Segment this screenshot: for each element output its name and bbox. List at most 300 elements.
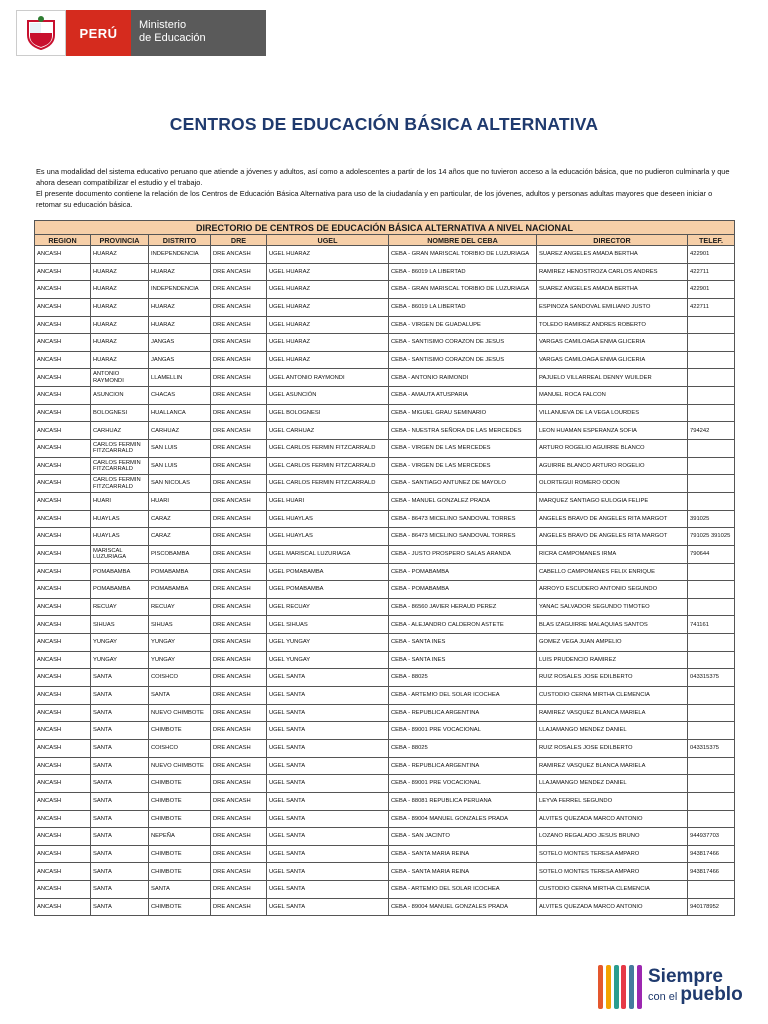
region-cell: ANCASH bbox=[35, 898, 91, 916]
ugel-cell: UGEL SANTA bbox=[267, 881, 389, 899]
peru-label: PERÚ bbox=[66, 10, 131, 56]
slogan-line-1: Siempre bbox=[648, 966, 723, 987]
director-cell: ESPINOZA SANDOVAL EMILIANO JUSTO bbox=[537, 298, 688, 316]
provincia-cell: HUARAZ bbox=[91, 281, 149, 299]
dre-cell: DRE ANCASH bbox=[211, 440, 267, 458]
ugel-cell: UGEL SANTA bbox=[267, 669, 389, 687]
column-header: DIRECTOR bbox=[537, 235, 688, 246]
director-cell: RAMIREZ VASQUEZ BLANCA MARIELA bbox=[537, 757, 688, 775]
table-header-row bbox=[35, 235, 735, 246]
ugel-cell: UGEL HUARAZ bbox=[267, 298, 389, 316]
phone-cell bbox=[688, 687, 735, 705]
region-cell: ANCASH bbox=[35, 492, 91, 510]
dre-cell: DRE ANCASH bbox=[211, 281, 267, 299]
director-cell: SOTELO MONTES TERESA AMPARO bbox=[537, 845, 688, 863]
provincia-cell: CARLOS FERMIN FITZCARRALD bbox=[91, 457, 149, 475]
distrito-cell: POMABAMBA bbox=[149, 581, 211, 599]
dre-cell: DRE ANCASH bbox=[211, 475, 267, 493]
page-title: CENTROS DE EDUCACIÓN BÁSICA ALTERNATIVA bbox=[169, 114, 599, 134]
region-cell: ANCASH bbox=[35, 669, 91, 687]
phone-cell: 422711 bbox=[688, 263, 735, 281]
ugel-cell: UGEL SANTA bbox=[267, 828, 389, 846]
ceba-name-cell: CEBA - GRAN MARISCAL TORIBIO DE LUZURIAGA bbox=[389, 246, 537, 264]
provincia-cell: SANTA bbox=[91, 739, 149, 757]
director-cell: RUIZ ROSALES JOSE EDILBERTO bbox=[537, 669, 688, 687]
national-seal-icon bbox=[16, 10, 66, 56]
director-cell: BLAS IZAGUIRRE MALAQUIAS SANTOS bbox=[537, 616, 688, 634]
ugel-cell: UGEL POMABAMBA bbox=[267, 581, 389, 599]
director-cell: RICRA CAMPOMANES IRMA bbox=[537, 545, 688, 563]
column-header: UGEL bbox=[267, 235, 389, 246]
region-cell: ANCASH bbox=[35, 387, 91, 405]
director-cell: MARQUEZ SANTIAGO EULOGIA FELIPE bbox=[537, 492, 688, 510]
table-row bbox=[35, 651, 735, 669]
dre-cell: DRE ANCASH bbox=[211, 828, 267, 846]
region-cell: ANCASH bbox=[35, 810, 91, 828]
distrito-cell: SAN LUIS bbox=[149, 440, 211, 458]
column-header: TELEF. bbox=[688, 235, 735, 246]
distrito-cell: INDEPENDENCIA bbox=[149, 281, 211, 299]
ugel-cell: UGEL HUARAZ bbox=[267, 281, 389, 299]
distrito-cell: CHIMBOTE bbox=[149, 775, 211, 793]
director-cell: ARROYO ESCUDERO ANTONIO SEGUNDO bbox=[537, 581, 688, 599]
region-cell: ANCASH bbox=[35, 510, 91, 528]
phone-cell bbox=[688, 316, 735, 334]
column-header: REGION bbox=[35, 235, 91, 246]
table-row bbox=[35, 475, 735, 493]
table-row bbox=[35, 881, 735, 899]
region-cell: ANCASH bbox=[35, 528, 91, 546]
region-cell: ANCASH bbox=[35, 281, 91, 299]
ceba-name-cell: CEBA - SANTA INES bbox=[389, 651, 537, 669]
ceba-name-cell: CEBA - JUSTO PROSPERO SALAS ARANDA bbox=[389, 545, 537, 563]
provincia-cell: SANTA bbox=[91, 898, 149, 916]
distrito-cell: CARHUAZ bbox=[149, 422, 211, 440]
provincia-cell: SANTA bbox=[91, 810, 149, 828]
distrito-cell: YUNGAY bbox=[149, 651, 211, 669]
ministry-line-1: Ministerio bbox=[139, 19, 187, 31]
ceba-name-cell: CEBA - POMABAMBA bbox=[389, 581, 537, 599]
table-row bbox=[35, 457, 735, 475]
director-cell: TOLEDO RAMIREZ ANDRES ROBERTO bbox=[537, 316, 688, 334]
region-cell: ANCASH bbox=[35, 440, 91, 458]
director-cell: RUIZ ROSALES JOSE EDILBERTO bbox=[537, 739, 688, 757]
slogan-line-2a: con el bbox=[648, 991, 678, 1003]
region-cell: ANCASH bbox=[35, 334, 91, 352]
region-cell: ANCASH bbox=[35, 881, 91, 899]
table-row bbox=[35, 528, 735, 546]
distrito-cell: NEPEÑA bbox=[149, 828, 211, 846]
table-row bbox=[35, 722, 735, 740]
region-cell: ANCASH bbox=[35, 581, 91, 599]
phone-cell bbox=[688, 475, 735, 493]
ceba-name-cell: CEBA - SANTA MARIA REINA bbox=[389, 845, 537, 863]
ugel-cell: UGEL SANTA bbox=[267, 898, 389, 916]
region-cell: ANCASH bbox=[35, 651, 91, 669]
provincia-cell: SANTA bbox=[91, 757, 149, 775]
director-cell: GOMEZ VEGA JUAN AMPELIO bbox=[537, 634, 688, 652]
ceba-name-cell: CEBA - MIGUEL GRAU SEMINARIO bbox=[389, 404, 537, 422]
ceba-name-cell: CEBA - SANTA INES bbox=[389, 634, 537, 652]
distrito-cell: INDEPENDENCIA bbox=[149, 246, 211, 264]
table-row bbox=[35, 739, 735, 757]
director-cell: PAJUELO VILLARREAL DENNY WUILDER bbox=[537, 369, 688, 387]
dre-cell: DRE ANCASH bbox=[211, 687, 267, 705]
dre-cell: DRE ANCASH bbox=[211, 792, 267, 810]
region-cell: ANCASH bbox=[35, 616, 91, 634]
dre-cell: DRE ANCASH bbox=[211, 651, 267, 669]
ceba-name-cell: CEBA - 89001 PRE VOCACIONAL bbox=[389, 722, 537, 740]
phone-cell: 943817466 bbox=[688, 845, 735, 863]
table-row bbox=[35, 387, 735, 405]
dre-cell: DRE ANCASH bbox=[211, 387, 267, 405]
intro-paragraph-1: Es una modalidad del sistema educativo peruano que atiende a jóvenes y adultos, así como a adolescentes a partir de los 14 años que no tuvieron acceso a la educación básica, que no pudieron culminarla y que ahora desean compatibilizar el estudio y el trabajo. bbox=[36, 167, 730, 187]
provincia-cell: SANTA bbox=[91, 845, 149, 863]
director-cell: LOZANO REGALADO JESUS BRUNO bbox=[537, 828, 688, 846]
region-cell: ANCASH bbox=[35, 845, 91, 863]
provincia-cell: SANTA bbox=[91, 775, 149, 793]
director-cell: MANUEL ROCA FALCON bbox=[537, 387, 688, 405]
region-cell: ANCASH bbox=[35, 246, 91, 264]
region-cell: ANCASH bbox=[35, 634, 91, 652]
distrito-cell: NUEVO CHIMBOTE bbox=[149, 704, 211, 722]
ceba-name-cell: CEBA - GRAN MARISCAL TORIBIO DE LUZURIAGA bbox=[389, 281, 537, 299]
director-cell: YANAC SALVADOR SEGUNDO TIMOTEO bbox=[537, 598, 688, 616]
dre-cell: DRE ANCASH bbox=[211, 669, 267, 687]
dre-cell: DRE ANCASH bbox=[211, 722, 267, 740]
ministry-line-2: de Educación bbox=[139, 32, 206, 44]
provincia-cell: BOLOGNESI bbox=[91, 404, 149, 422]
region-cell: ANCASH bbox=[35, 757, 91, 775]
table-row bbox=[35, 316, 735, 334]
table-row bbox=[35, 810, 735, 828]
distrito-cell: CHIMBOTE bbox=[149, 792, 211, 810]
ugel-cell: UGEL HUARAZ bbox=[267, 246, 389, 264]
distrito-cell: YUNGAY bbox=[149, 634, 211, 652]
table-row bbox=[35, 440, 735, 458]
region-cell: ANCASH bbox=[35, 316, 91, 334]
region-cell: ANCASH bbox=[35, 545, 91, 563]
table-row bbox=[35, 281, 735, 299]
directory-table bbox=[34, 220, 735, 916]
ugel-cell: UGEL SANTA bbox=[267, 845, 389, 863]
phone-cell bbox=[688, 457, 735, 475]
dre-cell: DRE ANCASH bbox=[211, 422, 267, 440]
phone-cell: 790644 bbox=[688, 545, 735, 563]
ceba-name-cell: CEBA - 86019 LA LIBERTAD bbox=[389, 298, 537, 316]
region-cell: ANCASH bbox=[35, 792, 91, 810]
dre-cell: DRE ANCASH bbox=[211, 739, 267, 757]
phone-cell: 943817466 bbox=[688, 863, 735, 881]
ceba-name-cell: CEBA - MANUEL GONZALEZ PRADA bbox=[389, 492, 537, 510]
table-row bbox=[35, 704, 735, 722]
phone-cell bbox=[688, 792, 735, 810]
provincia-cell: YUNGAY bbox=[91, 634, 149, 652]
dre-cell: DRE ANCASH bbox=[211, 581, 267, 599]
ceba-name-cell: CEBA - 86473 MICELINO SANDOVAL TORRES bbox=[389, 510, 537, 528]
ugel-cell: UGEL SANTA bbox=[267, 863, 389, 881]
table-row bbox=[35, 598, 735, 616]
ugel-cell: UGEL SANTA bbox=[267, 757, 389, 775]
dre-cell: DRE ANCASH bbox=[211, 404, 267, 422]
table-body bbox=[35, 246, 735, 916]
provincia-cell: SANTA bbox=[91, 687, 149, 705]
dre-cell: DRE ANCASH bbox=[211, 598, 267, 616]
provincia-cell: HUARAZ bbox=[91, 246, 149, 264]
dre-cell: DRE ANCASH bbox=[211, 810, 267, 828]
table-row bbox=[35, 263, 735, 281]
dre-cell: DRE ANCASH bbox=[211, 775, 267, 793]
ugel-cell: UGEL SANTA bbox=[267, 687, 389, 705]
phone-cell bbox=[688, 722, 735, 740]
phone-cell bbox=[688, 404, 735, 422]
table-row bbox=[35, 757, 735, 775]
distrito-cell: CHIMBOTE bbox=[149, 863, 211, 881]
phone-cell: 391025 bbox=[688, 510, 735, 528]
provincia-cell: HUAYLAS bbox=[91, 528, 149, 546]
table-row bbox=[35, 863, 735, 881]
phone-cell bbox=[688, 440, 735, 458]
ceba-name-cell: CEBA - 86019 LA LIBERTAD bbox=[389, 263, 537, 281]
provincia-cell: ANTONIO RAYMONDI bbox=[91, 369, 149, 387]
distrito-cell: POMABAMBA bbox=[149, 563, 211, 581]
director-cell: LUIS PRUDENCIO RAMIREZ bbox=[537, 651, 688, 669]
dre-cell: DRE ANCASH bbox=[211, 316, 267, 334]
phone-cell: 422901 bbox=[688, 246, 735, 264]
phone-cell: 940178952 bbox=[688, 898, 735, 916]
ugel-cell: UGEL YUNGAY bbox=[267, 651, 389, 669]
phone-cell bbox=[688, 369, 735, 387]
dre-cell: DRE ANCASH bbox=[211, 863, 267, 881]
phone-cell bbox=[688, 704, 735, 722]
distrito-cell: SANTA bbox=[149, 687, 211, 705]
provincia-cell: HUARAZ bbox=[91, 316, 149, 334]
provincia-cell: POMABAMBA bbox=[91, 563, 149, 581]
ceba-name-cell: CEBA - NUESTRA SEÑORA DE LAS MERCEDES bbox=[389, 422, 537, 440]
distrito-cell: RECUAY bbox=[149, 598, 211, 616]
region-cell: ANCASH bbox=[35, 722, 91, 740]
provincia-cell: MARISCAL LUZURIAGA bbox=[91, 545, 149, 563]
distrito-cell: SAN LUIS bbox=[149, 457, 211, 475]
ugel-cell: UGEL RECUAY bbox=[267, 598, 389, 616]
dre-cell: DRE ANCASH bbox=[211, 298, 267, 316]
ugel-cell: UGEL YUNGAY bbox=[267, 634, 389, 652]
ceba-name-cell: CEBA - 86560 JAVIER HERAUD PEREZ bbox=[389, 598, 537, 616]
ceba-name-cell: CEBA - 89004 MANUEL GONZALES PRADA bbox=[389, 810, 537, 828]
region-cell: ANCASH bbox=[35, 739, 91, 757]
ugel-cell: UGEL MARISCAL LUZURIAGA bbox=[267, 545, 389, 563]
distrito-cell: CHACAS bbox=[149, 387, 211, 405]
table-row bbox=[35, 422, 735, 440]
director-cell: LLAJAMANGO MENDEZ DANIEL bbox=[537, 775, 688, 793]
dre-cell: DRE ANCASH bbox=[211, 457, 267, 475]
stripes-icon bbox=[598, 965, 642, 1009]
ceba-name-cell: CEBA - 88025 bbox=[389, 739, 537, 757]
ceba-name-cell: CEBA - SANTISIMO CORAZON DE JESUS bbox=[389, 334, 537, 352]
provincia-cell: HUARAZ bbox=[91, 298, 149, 316]
table-row bbox=[35, 669, 735, 687]
distrito-cell: HUARI bbox=[149, 492, 211, 510]
distrito-cell: CHIMBOTE bbox=[149, 810, 211, 828]
provincia-cell: CARLOS FERMIN FITZCARRALD bbox=[91, 440, 149, 458]
ugel-cell: UGEL POMABAMBA bbox=[267, 563, 389, 581]
ugel-cell: UGEL HUARAZ bbox=[267, 334, 389, 352]
region-cell: ANCASH bbox=[35, 457, 91, 475]
ugel-cell: UGEL CARHUAZ bbox=[267, 422, 389, 440]
provincia-cell: HUARAZ bbox=[91, 351, 149, 369]
dre-cell: DRE ANCASH bbox=[211, 881, 267, 899]
dre-cell: DRE ANCASH bbox=[211, 545, 267, 563]
phone-cell: 043315375 bbox=[688, 669, 735, 687]
phone-cell bbox=[688, 351, 735, 369]
director-cell: VILLANUEVA DE LA VEGA LOURDES bbox=[537, 404, 688, 422]
ugel-cell: UGEL HUAYLAS bbox=[267, 510, 389, 528]
director-cell: LEYVA FERREL SEGUNDO bbox=[537, 792, 688, 810]
column-header: DISTRITO bbox=[149, 235, 211, 246]
ugel-cell: UGEL SANTA bbox=[267, 775, 389, 793]
region-cell: ANCASH bbox=[35, 351, 91, 369]
ceba-name-cell: CEBA - 88081 REPUBLICA PERUANA bbox=[389, 792, 537, 810]
director-cell: LLAJAMANGO MENDEZ DANIEL bbox=[537, 722, 688, 740]
ceba-name-cell: CEBA - ALEJANDRO CALDERON ASTETE bbox=[389, 616, 537, 634]
table-row bbox=[35, 845, 735, 863]
column-header: NOMBRE DEL CEBA bbox=[389, 235, 537, 246]
distrito-cell: SAN NICOLAS bbox=[149, 475, 211, 493]
provincia-cell: HUARAZ bbox=[91, 334, 149, 352]
distrito-cell: PISCOBAMBA bbox=[149, 545, 211, 563]
director-cell: SUAREZ ANGELES AMADA BERTHA bbox=[537, 281, 688, 299]
dre-cell: DRE ANCASH bbox=[211, 334, 267, 352]
distrito-cell: HUARAZ bbox=[149, 316, 211, 334]
ugel-cell: UGEL CARLOS FERMIN FITZCARRALD bbox=[267, 457, 389, 475]
phone-cell: 741161 bbox=[688, 616, 735, 634]
intro-text bbox=[36, 166, 736, 210]
director-cell: RAMIREZ HENOSTROZA CARLOS ANDRES bbox=[537, 263, 688, 281]
ugel-cell: UGEL SANTA bbox=[267, 704, 389, 722]
region-cell: ANCASH bbox=[35, 404, 91, 422]
phone-cell bbox=[688, 757, 735, 775]
provincia-cell: SANTA bbox=[91, 704, 149, 722]
director-cell: ALVITES QUEZADA MARCO ANTONIO bbox=[537, 898, 688, 916]
director-cell: ANGELES BRAVO DE ANGELES RITA MARGOT bbox=[537, 528, 688, 546]
phone-cell bbox=[688, 651, 735, 669]
region-cell: ANCASH bbox=[35, 298, 91, 316]
phone-cell bbox=[688, 492, 735, 510]
dre-cell: DRE ANCASH bbox=[211, 510, 267, 528]
provincia-cell: CARHUAZ bbox=[91, 422, 149, 440]
table-row bbox=[35, 492, 735, 510]
phone-cell: 944937703 bbox=[688, 828, 735, 846]
ceba-name-cell: CEBA - VIRGEN DE LAS MERCEDES bbox=[389, 440, 537, 458]
dre-cell: DRE ANCASH bbox=[211, 369, 267, 387]
region-cell: ANCASH bbox=[35, 828, 91, 846]
ceba-name-cell: CEBA - SANTIAGO ANTUNEZ DE MAYOLO bbox=[389, 475, 537, 493]
distrito-cell: HUALLANCA bbox=[149, 404, 211, 422]
ugel-cell: UGEL HUARI bbox=[267, 492, 389, 510]
provincia-cell: HUARAZ bbox=[91, 263, 149, 281]
phone-cell bbox=[688, 563, 735, 581]
ugel-cell: UGEL HUARAZ bbox=[267, 263, 389, 281]
director-cell: LEON HUAMAN ESPERANZA SOFIA bbox=[537, 422, 688, 440]
director-cell: SUAREZ ANGELES AMADA BERTHA bbox=[537, 246, 688, 264]
ministry-logo bbox=[16, 10, 266, 56]
ceba-name-cell: CEBA - SANTA MARIA REINA bbox=[389, 863, 537, 881]
dre-cell: DRE ANCASH bbox=[211, 351, 267, 369]
table-row bbox=[35, 334, 735, 352]
ugel-cell: UGEL HUAYLAS bbox=[267, 528, 389, 546]
dre-cell: DRE ANCASH bbox=[211, 492, 267, 510]
ceba-name-cell: CEBA - 89004 MANUEL GONZALES PRADA bbox=[389, 898, 537, 916]
provincia-cell: ASUNCION bbox=[91, 387, 149, 405]
phone-cell: 791025 391025 bbox=[688, 528, 735, 546]
ceba-name-cell: CEBA - AMAUTA ATUSPARIA bbox=[389, 387, 537, 405]
phone-cell: 043315375 bbox=[688, 739, 735, 757]
phone-cell bbox=[688, 810, 735, 828]
director-cell: CUSTODIO CERNA MIRTHA CLEMENCIA bbox=[537, 881, 688, 899]
phone-cell bbox=[688, 387, 735, 405]
table-caption: DIRECTORIO DE CENTROS DE EDUCACIÓN BÁSICA ALTERNATIVA A NIVEL NACIONAL bbox=[35, 221, 735, 235]
phone-cell bbox=[688, 334, 735, 352]
table-row bbox=[35, 510, 735, 528]
provincia-cell: RECUAY bbox=[91, 598, 149, 616]
table-row bbox=[35, 246, 735, 264]
distrito-cell: HUARAZ bbox=[149, 263, 211, 281]
ceba-name-cell: CEBA - 89001 PRE VOCACIONAL bbox=[389, 775, 537, 793]
provincia-cell: YUNGAY bbox=[91, 651, 149, 669]
distrito-cell: CARAZ bbox=[149, 510, 211, 528]
region-cell: ANCASH bbox=[35, 775, 91, 793]
ceba-name-cell: CEBA - 88025 bbox=[389, 669, 537, 687]
column-header: DRE bbox=[211, 235, 267, 246]
table-row bbox=[35, 792, 735, 810]
table-row bbox=[35, 898, 735, 916]
provincia-cell: SANTA bbox=[91, 669, 149, 687]
ceba-name-cell: CEBA - SAN JACINTO bbox=[389, 828, 537, 846]
table-row bbox=[35, 581, 735, 599]
phone-cell bbox=[688, 598, 735, 616]
director-cell: CUSTODIO CERNA MIRTHA CLEMENCIA bbox=[537, 687, 688, 705]
table-row bbox=[35, 563, 735, 581]
phone-cell bbox=[688, 775, 735, 793]
region-cell: ANCASH bbox=[35, 687, 91, 705]
dre-cell: DRE ANCASH bbox=[211, 898, 267, 916]
ugel-cell: UGEL CARLOS FERMIN FITZCARRALD bbox=[267, 440, 389, 458]
ceba-name-cell: CEBA - REPUBLICA ARGENTINA bbox=[389, 757, 537, 775]
director-cell: AGUIRRE BLANCO ARTURO ROGELIO bbox=[537, 457, 688, 475]
column-header: PROVINCIA bbox=[91, 235, 149, 246]
provincia-cell: SANTA bbox=[91, 722, 149, 740]
dre-cell: DRE ANCASH bbox=[211, 704, 267, 722]
region-cell: ANCASH bbox=[35, 369, 91, 387]
table-row bbox=[35, 687, 735, 705]
ceba-name-cell: CEBA - ARTEMIO DEL SOLAR ICOCHEA bbox=[389, 881, 537, 899]
distrito-cell: CARAZ bbox=[149, 528, 211, 546]
director-cell: VARGAS CAMILOAGA ENMA GLICERIA bbox=[537, 334, 688, 352]
distrito-cell: NUEVO CHIMBOTE bbox=[149, 757, 211, 775]
slogan-line-2b: pueblo bbox=[680, 984, 743, 1005]
director-cell: ANGELES BRAVO DE ANGELES RITA MARGOT bbox=[537, 510, 688, 528]
table-row bbox=[35, 545, 735, 563]
dre-cell: DRE ANCASH bbox=[211, 757, 267, 775]
ceba-name-cell: CEBA - ANTONIO RAIMONDI bbox=[389, 369, 537, 387]
table-row bbox=[35, 351, 735, 369]
distrito-cell: COISHCO bbox=[149, 669, 211, 687]
dre-cell: DRE ANCASH bbox=[211, 634, 267, 652]
table-row bbox=[35, 828, 735, 846]
dre-cell: DRE ANCASH bbox=[211, 246, 267, 264]
ceba-name-cell: CEBA - REPUBLICA ARGENTINA bbox=[389, 704, 537, 722]
siempre-con-el-pueblo-logo bbox=[598, 964, 758, 1010]
